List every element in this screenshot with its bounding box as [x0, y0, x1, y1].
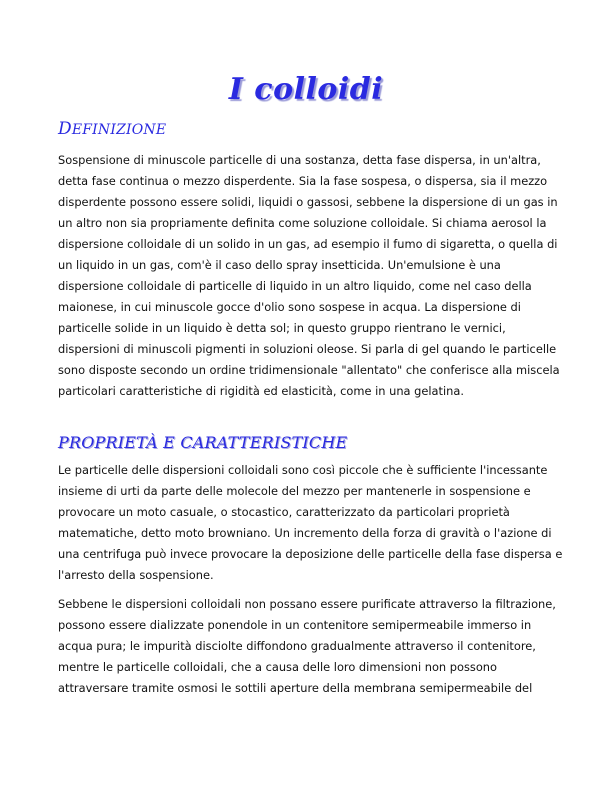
properties-paragraph-2 — [58, 594, 556, 699]
text-line: Sospensione di minuscole particelle di una sostanza, detta fase dispersa, in un'altra, — [58, 153, 541, 167]
text-line: provocare un moto casuale, o stocastico, caratterizzato da particolari proprietà — [58, 505, 510, 519]
text-line: acqua pura; le impurità disciolte diffondono gradualmente attraverso il contenitore, — [58, 639, 536, 653]
text-line: detta fase continua o mezzo disperdente. Sia la fase sospesa, o dispersa, sia il mezzo — [58, 174, 548, 188]
text-line: attraversare tramite osmosi le sottili aperture della membrana semipermeabile del — [58, 681, 533, 695]
document-title: I colloidi — [228, 72, 384, 107]
text-line: dispersione colloidale di particelle di liquido in un altro liquido, come nel caso della — [58, 279, 532, 293]
text-line: Sebbene le dispersioni colloidali non possano essere purificate attraverso la filtrazione, — [58, 597, 556, 611]
text-line: mentre le particelle colloidali, che a causa delle loro dimensioni non possono — [58, 660, 497, 674]
text-line: particelle solide in un liquido è detta sol; in questo gruppo rientrano le vernici, — [58, 321, 506, 335]
text-line: particolari caratteristiche di rigidità ed elasticità, come in una gelatina. — [58, 384, 464, 398]
heading-rest: EFINIZIONE — [71, 122, 167, 138]
text-line: l'arresto della sospensione. — [58, 568, 214, 582]
text-line: disperdente possono essere solidi, liquidi o gassosi, sebbene la dispersione di un gas in — [58, 195, 558, 209]
text-line: Le particelle delle dispersioni colloidali sono così piccole che è sufficiente l'incessante — [58, 463, 548, 477]
text-line: dispersioni di minuscoli pigmenti in soluzioni oleose. Si parla di gel quando le particelle — [58, 342, 557, 356]
text-line: insieme di urti da parte delle molecole del mezzo per mantenerle in sospensione e — [58, 484, 531, 498]
definition-paragraph — [58, 150, 560, 402]
section-heading-definizione — [58, 119, 166, 139]
text-line: matematiche, detto moto browniano. Un incremento della forza di gravità o l'azione di — [58, 526, 552, 540]
text-line: maionese, in cui minuscole gocce d'olio sono sospese in acqua. La dispersione di — [58, 300, 521, 314]
text-line: dispersione colloidale di un solido in un gas, ad esempio il fumo di sigaretta, o quella di — [58, 237, 558, 251]
text-line: una centrifuga può invece provocare la deposizione delle particelle della fase dispersa e — [58, 547, 563, 561]
text-line: possono essere dializzate ponendole in un contenitore semipermeabile immerso in — [58, 618, 532, 632]
section-heading-proprieta: PROPRIETÀ E CARATTERISTICHE — [58, 433, 348, 452]
text-line: un altro non sia propriamente definita come soluzione colloidale. Si chiama aerosol la — [58, 216, 547, 230]
heading-initial: D — [58, 119, 72, 139]
text-line: un liquido in un gas, com'è il caso dello spray insetticida. Un'emulsione è una — [58, 258, 501, 272]
text-line: sono disposte secondo un ordine tridimensionale "allentato" che conferisce alla miscela — [58, 363, 560, 377]
properties-paragraph-1 — [58, 460, 563, 586]
